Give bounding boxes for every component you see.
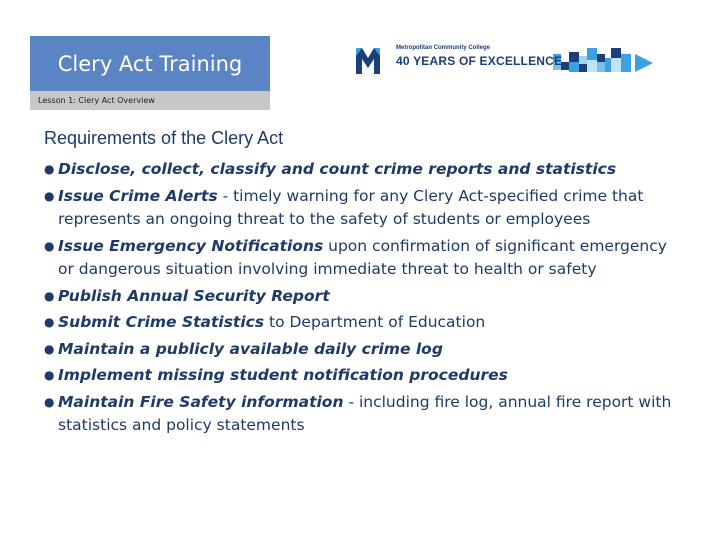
bullet-icon: ●: [44, 162, 55, 176]
requirements-list: [44, 158, 684, 441]
bullet-icon: ●: [44, 188, 55, 203]
bullet-icon: ●: [44, 238, 55, 253]
list-item: ● Publish Annual Security Report: [44, 285, 684, 309]
bullet-icon: ●: [44, 288, 55, 303]
m-logo-icon: [356, 48, 380, 74]
list-item: ● Disclose, collect, classify and count crime reports and statistics: [44, 158, 684, 182]
lesson-label: Lesson 1: Clery Act Overview: [30, 91, 270, 110]
list-item: ● Issue Crime Alerts - timely warning for any Clery Act-specified crime that represents an ongoing threat to the safety of students or employees: [44, 186, 644, 228]
college-name: Metropolitan Community College: [396, 45, 491, 51]
bullet-icon: ●: [44, 341, 55, 356]
bullet-icon: ●: [44, 368, 55, 382]
bullet-icon: ●: [44, 394, 55, 409]
list-item: ● Submit Crime Statistics to Department of Education: [44, 311, 684, 335]
list-item: ● Issue Emergency Notifications upon confirmation of significant emergency or dangerous situation involving immediate threat to health or safety: [44, 236, 667, 278]
decorative-mosaic-icon: [553, 48, 653, 72]
anniversary-text: 40 YEARS OF EXCELLENCE: [396, 54, 563, 68]
list-item: ● Implement missing student notification procedures: [44, 364, 684, 388]
bullet-icon: ●: [44, 315, 55, 329]
list-item: ● Maintain Fire Safety information - including fire log, annual fire report with statistics and policy statements: [44, 392, 672, 434]
list-item: ● Maintain a publicly available daily crime log: [44, 338, 684, 362]
course-title: Clery Act Training: [30, 36, 270, 91]
slide-heading: Requirements of the Clery Act: [44, 128, 284, 148]
